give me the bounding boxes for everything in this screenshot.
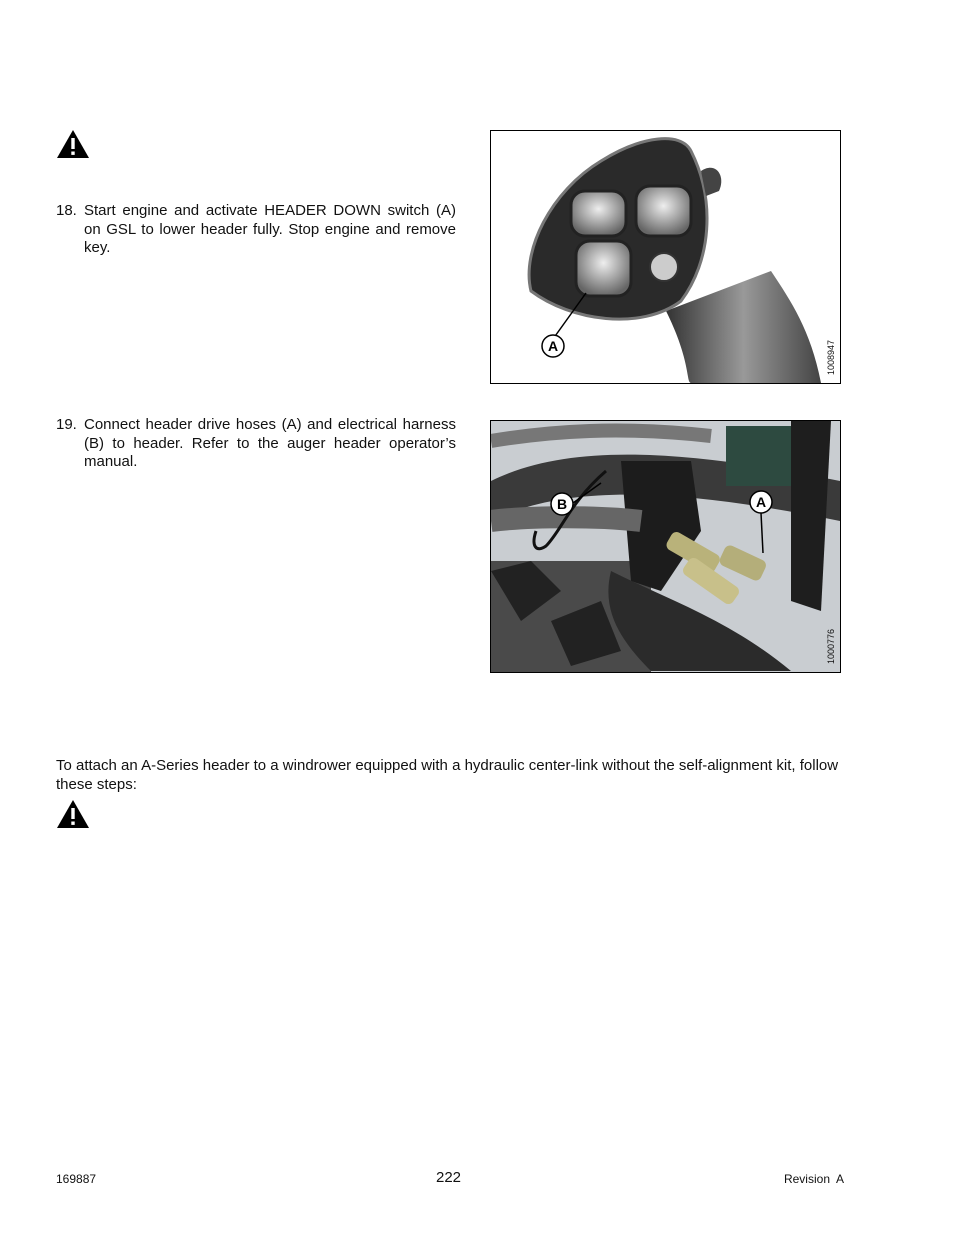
step-18 bbox=[56, 202, 456, 258]
step-19 bbox=[56, 416, 456, 472]
warning-triangle-icon bbox=[55, 128, 91, 160]
warning-triangle-icon bbox=[55, 798, 91, 830]
page-number: 222 bbox=[436, 1169, 462, 1186]
revision: Revision A bbox=[783, 1172, 844, 1186]
figure-gsl-joystick bbox=[490, 130, 841, 384]
joystick-illustration bbox=[491, 131, 840, 383]
figure-hydraulic-hoses bbox=[490, 420, 841, 673]
step-number: 18. bbox=[56, 202, 77, 219]
figure-number: 1008947 bbox=[826, 339, 836, 375]
callout-a: A bbox=[755, 494, 767, 510]
callout-a: A bbox=[547, 338, 559, 354]
step-number: 19. bbox=[56, 416, 77, 433]
doc-number: 169887 bbox=[56, 1172, 97, 1186]
intro-paragraph: To attach an A-Series header to a windrower equipped with a hydraulic center-link without the self-alignment kit, follow these steps: bbox=[56, 757, 839, 793]
step-text: Connect header drive hoses (A) and electrical harness (B) to header. Refer to the auger header operator’s manual. bbox=[84, 416, 456, 470]
hoses-photo bbox=[491, 421, 840, 672]
step-text: Start engine and activate HEADER DOWN switch (A) on GSL to lower header fully. Stop engine and remove key. bbox=[84, 202, 456, 256]
figure-number: 1000776 bbox=[826, 628, 836, 664]
callout-b: B bbox=[556, 496, 568, 512]
